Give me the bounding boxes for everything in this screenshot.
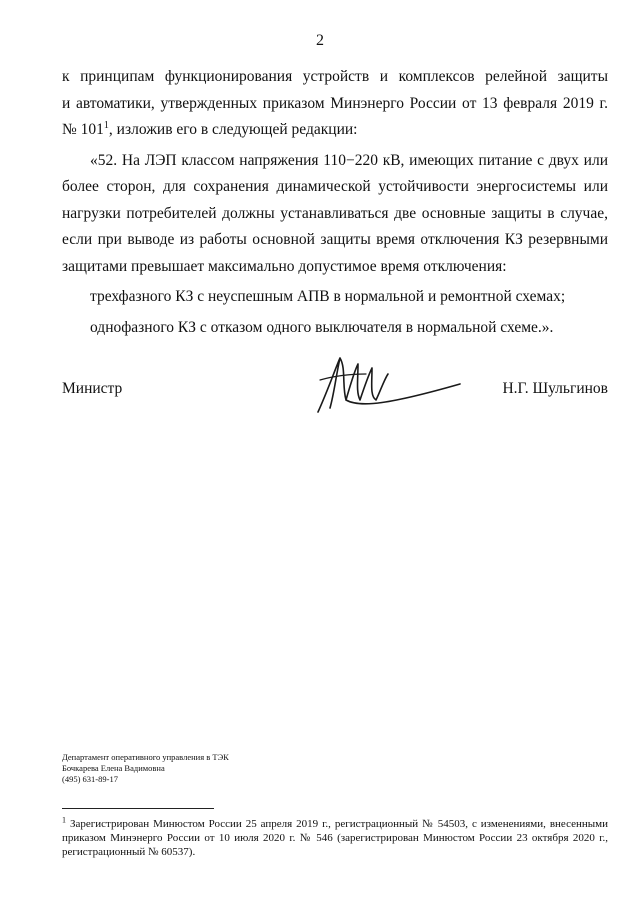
contact-department: Департамент оперативного управления в ТЭК	[62, 752, 229, 762]
intro-line-3-suffix: , изложив его в следующей редакции:	[108, 121, 358, 138]
footnote-reference: 1	[103, 119, 109, 131]
footnote	[62, 817, 608, 859]
handwritten-signature	[300, 350, 470, 420]
page-number: 2	[316, 32, 324, 49]
footnote-divider	[62, 808, 214, 809]
footnote-text: Зарегистрирован Минюстом России 25 апреля 2019 г., регистрационный № 54503, с изменениями, внесенными приказом Минэнерго России от 10 июля 2020 г. № 546 (зарегистрирован Минюстом России 23 октября 2020 г., регистрационный № 60537).	[62, 818, 608, 858]
contact-info	[62, 752, 229, 785]
order-number: № 101	[62, 121, 104, 138]
intro-line-2: и автоматики, утвержденных приказом Минэнерго России от 13 февраля 2019 г.	[62, 94, 608, 112]
case-three-phase: трехфазного КЗ с неуспешным АПВ в нормальной и ремонтной схемах;	[90, 288, 566, 305]
signatory-name: Н.Г. Шульгинов	[502, 380, 608, 397]
contact-person: Бочкарева Елена Вадимовна	[62, 763, 165, 773]
clause-paragraph: «52. На ЛЭП классом напряжения 110−220 кВ, имеющих питание с двух или более сторон, для сохранения динамической устойчивости энергосистемы или нагрузки потребителей должны устанавливаться две основные защиты в случае, если при выводе из работы основной защиты время отключения КЗ резервными защитами превышает максимально допустимое время отключения:	[62, 151, 608, 275]
signatory-title: Министр	[62, 380, 123, 397]
intro-line-3	[62, 117, 608, 144]
intro-line-1: к принципам функционирования устройств и комплексов релейной защиты	[62, 68, 608, 85]
case-single-phase: однофазного КЗ с отказом одного выключателя в нормальной схеме.».	[90, 318, 554, 336]
document-body	[62, 64, 608, 341]
contact-phone: (495) 631-89-17	[62, 774, 118, 784]
footnote-marker: 1	[62, 815, 66, 825]
signature-block	[62, 350, 608, 430]
